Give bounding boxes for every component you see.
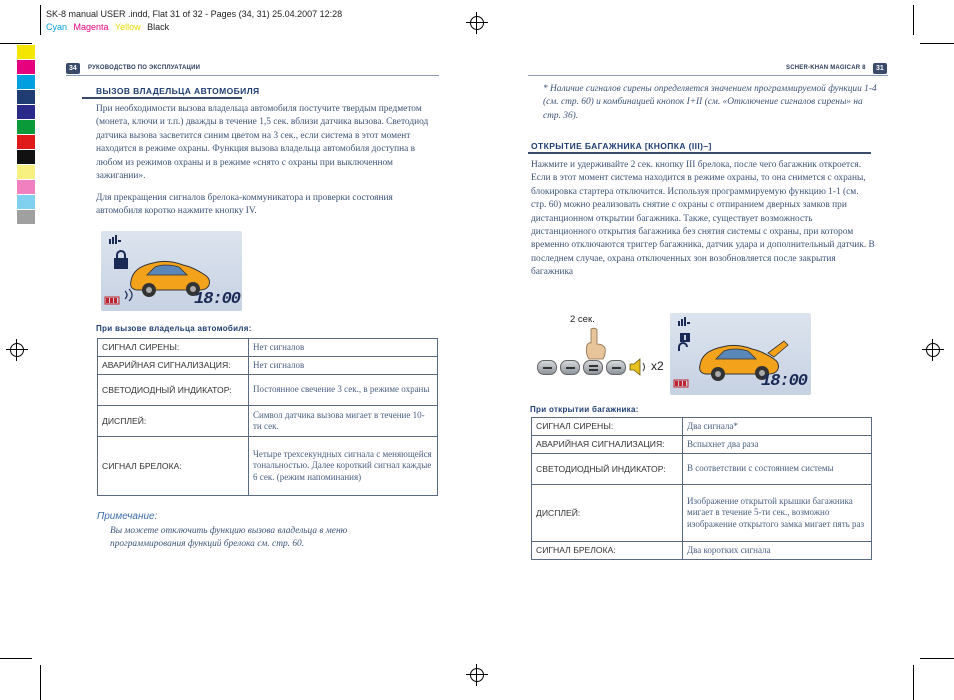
color-swatch xyxy=(17,75,35,90)
plate-yellow: Yellow xyxy=(114,22,141,32)
lock-icon xyxy=(115,251,127,268)
table-row xyxy=(98,339,438,357)
right-spec-table xyxy=(531,417,872,560)
antenna-icon xyxy=(678,317,690,326)
color-swatch xyxy=(17,195,35,210)
row-key: СВЕТОДИОДНЫЙ ИНДИКАТОР: xyxy=(98,375,249,406)
color-swatch xyxy=(17,60,35,75)
battery-icon xyxy=(674,380,688,387)
right-section-title: ОТКРЫТИЕ БАГАЖНИКА [КНОПКА (III)–] xyxy=(531,141,712,151)
row-value: Символ датчика вызова мигает в течение 10-ти сек. xyxy=(249,406,438,437)
table-row xyxy=(532,454,872,485)
row-value: В соответствии с состоянием системы xyxy=(683,454,872,485)
color-plates xyxy=(46,22,173,33)
right-title-underline xyxy=(528,152,871,154)
right-table-caption: При открытии багажника: xyxy=(530,405,639,414)
color-swatch xyxy=(17,135,35,150)
row-value: Два сигнала* xyxy=(683,418,872,436)
color-swatch xyxy=(17,45,35,60)
right-running-head: SCHER-KHAN MAGICAR 8 xyxy=(786,65,866,71)
row-value: Изображение открытой крышки багажника мигает в течение 5-ти сек., возможно изображение открытого замка мигает пять раз xyxy=(683,485,872,542)
table-row xyxy=(98,357,438,375)
row-value: Вспыхнет два раза xyxy=(683,436,872,454)
registration-mark-left xyxy=(6,339,28,361)
siren-footnote: * Наличие сигналов сирены определяется значением программируемой функции 1-4 (см. стр. 60) и комбинацией кнопок I+II (см. «Отключение сигналов сирены» на стр. 36). xyxy=(543,84,877,121)
color-swatch xyxy=(17,120,35,135)
plate-cyan: Cyan xyxy=(46,22,68,32)
left-spec-table xyxy=(97,338,438,496)
left-paragraph-2: Для прекращения сигналов брелока-коммуникатора и проверки состояния автомобиля коротко нажмите кнопку IV. xyxy=(96,193,393,217)
fob-button-3 xyxy=(583,360,603,375)
fob-button-1 xyxy=(537,360,557,375)
press-duration-label: 2 сек. xyxy=(570,314,595,325)
right-paragraph: Нажмите и удерживайте 2 сек. кнопку III брелока, после чего багажник откроется. Если в этот момент система находится в режиме охраны, то она снимется с охраны, блокировка стартера отключится. Используя программируемую функцию 1-1 (см. стр. 60) можно реализовать снятие с охраны с отпиранием дверных замков при дистанционном открытии багажника. Также, существует возможность дистанционного открытия багажника без снятия системы с охраны, при котором временно отключаются триггер багажника, датчик удара и дополнительный датчик. В последнем случае, охрана отключенных зон возобновляется после закрытия багажника xyxy=(531,160,875,278)
table-row xyxy=(98,406,438,437)
left-page-number: 34 xyxy=(66,63,80,74)
left-paragraph-1: При необходимости вызова владельца автомобиля постучите твердым предметом (монета, ключи и т.п.) дважды в течение 1,5 сек. вблизи датчика вызова. Светодиод датчика вызова засветится синим цветом на 3 сек., если система в этот момент находится в режиме охраны. Функция вызова владельца автомобиля доступна в любом из режимов охраны и в режиме «снято с охраны при выключенном зажигании». xyxy=(96,104,429,182)
registration-mark-bottom xyxy=(466,664,488,686)
row-key: СИГНАЛ БРЕЛОКА: xyxy=(98,437,249,496)
registration-mark-right xyxy=(922,339,944,361)
table-row xyxy=(98,437,438,496)
note-title: Примечание: xyxy=(97,511,158,522)
left-header-rule xyxy=(66,75,439,76)
open-lock-icon xyxy=(679,343,687,351)
row-key: СИГНАЛ СИРЕНЫ: xyxy=(532,418,683,436)
finger-press-icon xyxy=(583,327,607,361)
row-key: ДИСПЛЕЙ: xyxy=(98,406,249,437)
row-value: Нет сигналов xyxy=(249,339,438,357)
lcd-clock-left: 18:00 xyxy=(194,290,241,309)
beep-count-label: x2 xyxy=(651,359,664,373)
row-value: Четыре трехсекундных сигнала с меняющейся тональностью. Далее короткий сигнал каждые 6 сек. (режим напоминания) xyxy=(249,437,438,496)
fob-button-2 xyxy=(560,360,580,375)
row-key: СВЕТОДИОДНЫЙ ИНДИКАТОР: xyxy=(532,454,683,485)
print-slug: SK-8 manual USER .indd, Flat 31 of 32 - Pages (34, 31) 25.04.2007 12:28 xyxy=(46,9,343,19)
registration-mark-top xyxy=(466,12,488,34)
left-section-title: ВЫЗОВ ВЛАДЕЛЬЦА АВТОМОБИЛЯ xyxy=(96,86,260,96)
antenna-icon xyxy=(109,235,121,244)
color-swatch xyxy=(17,165,35,180)
color-swatch xyxy=(17,210,35,225)
note-text: Вы можете отключить функцию вызова владельца в меню программирования функций брелока см. стр. 60. xyxy=(110,526,348,550)
plate-black: Black xyxy=(147,22,170,32)
plate-magenta: Magenta xyxy=(73,22,109,32)
color-control-bar xyxy=(17,45,35,225)
right-page-number: 31 xyxy=(873,63,887,74)
left-table-caption: При вызове владельца автомобиля: xyxy=(96,324,252,333)
battery-icon xyxy=(105,297,119,304)
table-row xyxy=(532,542,872,560)
row-key: СИГНАЛ БРЕЛОКА: xyxy=(532,542,683,560)
lcd-clock-right: 18:00 xyxy=(761,372,808,391)
row-value: Постоянное свечение 3 сек., в режиме охраны xyxy=(249,375,438,406)
row-key: ДИСПЛЕЙ: xyxy=(532,485,683,542)
left-running-head: РУКОВОДСТВО ПО ЭКСПЛУАТАЦИИ xyxy=(88,65,201,71)
call-sensor-waves-icon xyxy=(125,289,132,301)
table-row xyxy=(532,485,872,542)
table-row xyxy=(532,436,872,454)
left-title-underline xyxy=(82,97,242,99)
table-row xyxy=(98,375,438,406)
key-icon xyxy=(680,333,690,342)
fob-button-4 xyxy=(606,360,626,375)
row-key: СИГНАЛ СИРЕНЫ: xyxy=(98,339,249,357)
row-value: Нет сигналов xyxy=(249,357,438,375)
row-key: АВАРИЙНАЯ СИГНАЛИЗАЦИЯ: xyxy=(532,436,683,454)
row-value: Два коротких сигнала xyxy=(683,542,872,560)
right-header-rule xyxy=(528,75,888,76)
row-key: АВАРИЙНАЯ СИГНАЛИЗАЦИЯ: xyxy=(98,357,249,375)
color-swatch xyxy=(17,150,35,165)
color-swatch xyxy=(17,105,35,120)
table-row xyxy=(532,418,872,436)
color-swatch xyxy=(17,180,35,195)
speaker-beep-icon xyxy=(628,357,650,377)
color-swatch xyxy=(17,90,35,105)
lcd-display-right xyxy=(670,313,811,395)
lcd-display-left xyxy=(101,231,242,311)
